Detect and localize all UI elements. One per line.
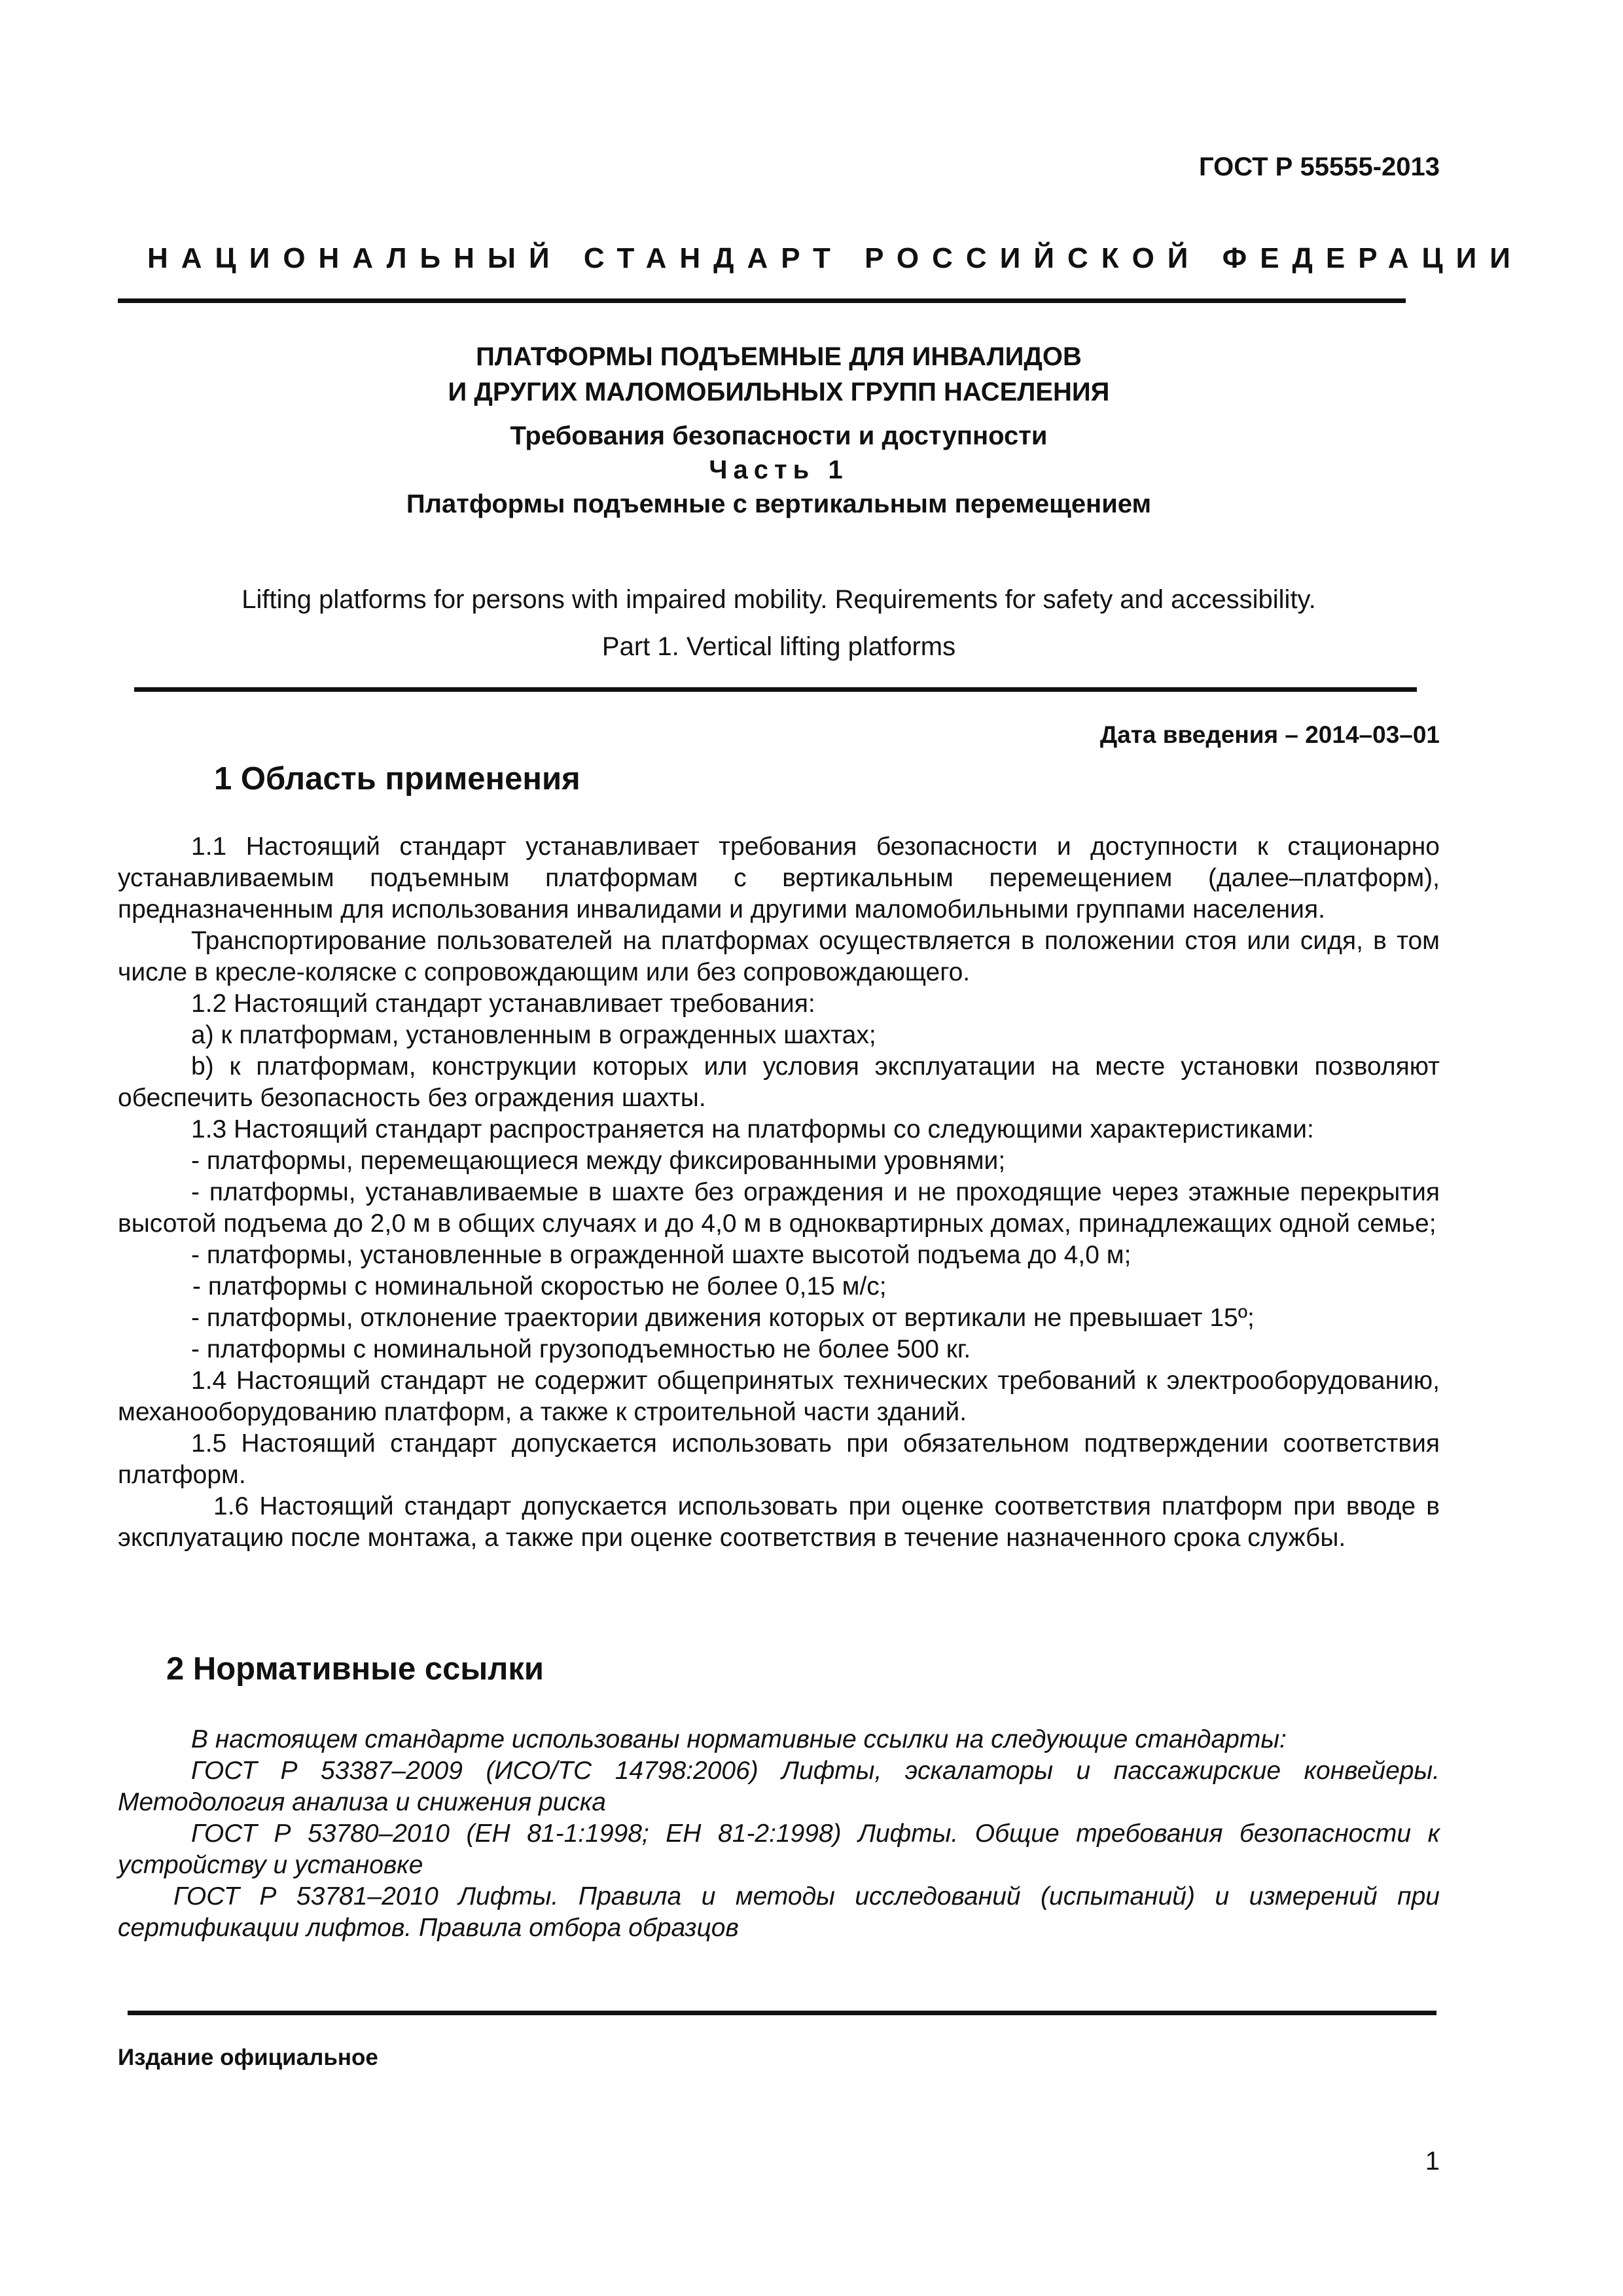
reference-item: ГОСТ Р 53387–2009 (ИСО/ТС 14798:2006) Лифты, эскалаторы и пассажирские конвейеры. Методология анализа и снижения риска	[118, 1757, 1440, 1816]
section-1-heading: 1 Область применения	[214, 761, 580, 797]
page-number: 1	[1425, 2147, 1440, 2176]
national-standard-heading: НАЦИОНАЛЬНЫЙ СТАНДАРТ РОССИЙСКОЙ ФЕДЕРАЦИИ	[147, 242, 1524, 274]
paragraph: 1.2 Настоящий стандарт устанавливает требования:	[191, 990, 815, 1018]
paragraph: 1.1 Настоящий стандарт устанавливает требования безопасности и доступности к стационарно устанавливаемым подъемным платформам с вертикальным перемещением (далее–платформ), предназначенным для использования инвалидами и другими маломобильными группами населения.	[118, 833, 1440, 924]
title-divider	[134, 687, 1417, 692]
paragraph: b) к платформам, конструкции которых или условия эксплуатации на месте установки позволяют обеспечить безопасность без ограждения шахты.	[118, 1052, 1440, 1112]
english-part-line: Part 1. Vertical lifting platforms	[601, 632, 956, 661]
list-item: - платформы, отклонение траектории движения которых от вертикали не превышает 15º;	[191, 1304, 1255, 1332]
document-title	[118, 339, 1440, 410]
part-label: Часть 1	[709, 456, 849, 484]
document-subtitle	[118, 419, 1440, 521]
list-item: - платформы с номинальной скоростью не более 0,15 м/с;	[192, 1272, 887, 1300]
official-edition-label: Издание официальное	[118, 2045, 378, 2070]
section-2-heading: 2 Нормативные ссылки	[166, 1651, 544, 1687]
part-title: Платформы подъемные с вертикальным перемещением	[406, 490, 1152, 518]
list-item: - платформы, перемещающиеся между фиксированными уровнями;	[191, 1147, 1006, 1175]
english-title	[118, 576, 1440, 670]
title-line-1: ПЛАТФОРМЫ ПОДЪЕМНЫЕ ДЛЯ ИНВАЛИДОВ	[476, 342, 1082, 371]
paragraph: В настоящем стандарте использованы нормативные ссылки на следующие стандарты:	[191, 1725, 1287, 1753]
requirements-subtitle: Требования безопасности и доступности	[510, 422, 1048, 450]
list-item: - платформы, установленные в огражденной шахте высотой подъема до 4,0 м;	[191, 1241, 1132, 1269]
english-title-line: Lifting platforms for persons with impaired mobility. Requirements for safety and accessibility.	[241, 585, 1316, 614]
list-item: - платформы, устанавливаемые в шахте без ограждения и не проходящие через этажные перекрытия высотой подъема до 2,0 м в общих случаях и до 4,0 м в одноквартирных домах, принадлежащих одной семье;	[118, 1178, 1440, 1238]
paragraph: 1.4 Настоящий стандарт не содержит общепринятых технических требований к электрооборудованию, механооборудованию платформ, а также к строительной части зданий.	[118, 1367, 1440, 1426]
introduction-date: Дата введения – 2014–03–01	[1099, 721, 1440, 748]
document-code: ГОСТ Р 55555-2013	[1198, 152, 1440, 181]
reference-item: ГОСТ Р 53780–2010 (ЕН 81-1:1998; ЕН 81-2:1998) Лифты. Общие требования безопасности к устройству и установке	[118, 1820, 1440, 1879]
section-1-body	[118, 831, 1440, 1554]
paragraph: 1.6 Настоящий стандарт допускается использовать при оценке соответствия платформ при вводе в эксплуатацию после монтажа, а также при оценке соответствия в течение назначенного срока службы.	[118, 1492, 1440, 1552]
paragraph: 1.5 Настоящий стандарт допускается использовать при обязательном подтверждении соответствия платформ.	[118, 1429, 1440, 1489]
paragraph: Транспортирование пользователей на платформах осуществляется в положении стоя или сидя, в том числе в кресле-коляске с сопровождающим или без сопровождающего.	[118, 927, 1440, 986]
title-line-2: И ДРУГИХ МАЛОМОБИЛЬНЫХ ГРУПП НАСЕЛЕНИЯ	[448, 378, 1110, 406]
paragraph: a) к платформам, установленным в огражденных шахтах;	[191, 1021, 876, 1049]
section-2-body	[118, 1724, 1440, 1944]
top-divider	[118, 298, 1406, 303]
list-item: - платформы с номинальной грузоподъемностью не более 500 кг.	[191, 1335, 971, 1363]
footer-divider	[128, 2011, 1436, 2015]
reference-item: ГОСТ Р 53781–2010 Лифты. Правила и методы исследований (испытаний) и измерений при сертификации лифтов. Правила отбора образцов	[118, 1882, 1440, 1942]
paragraph: 1.3 Настоящий стандарт распространяется на платформы со следующими характеристиками:	[191, 1115, 1314, 1143]
